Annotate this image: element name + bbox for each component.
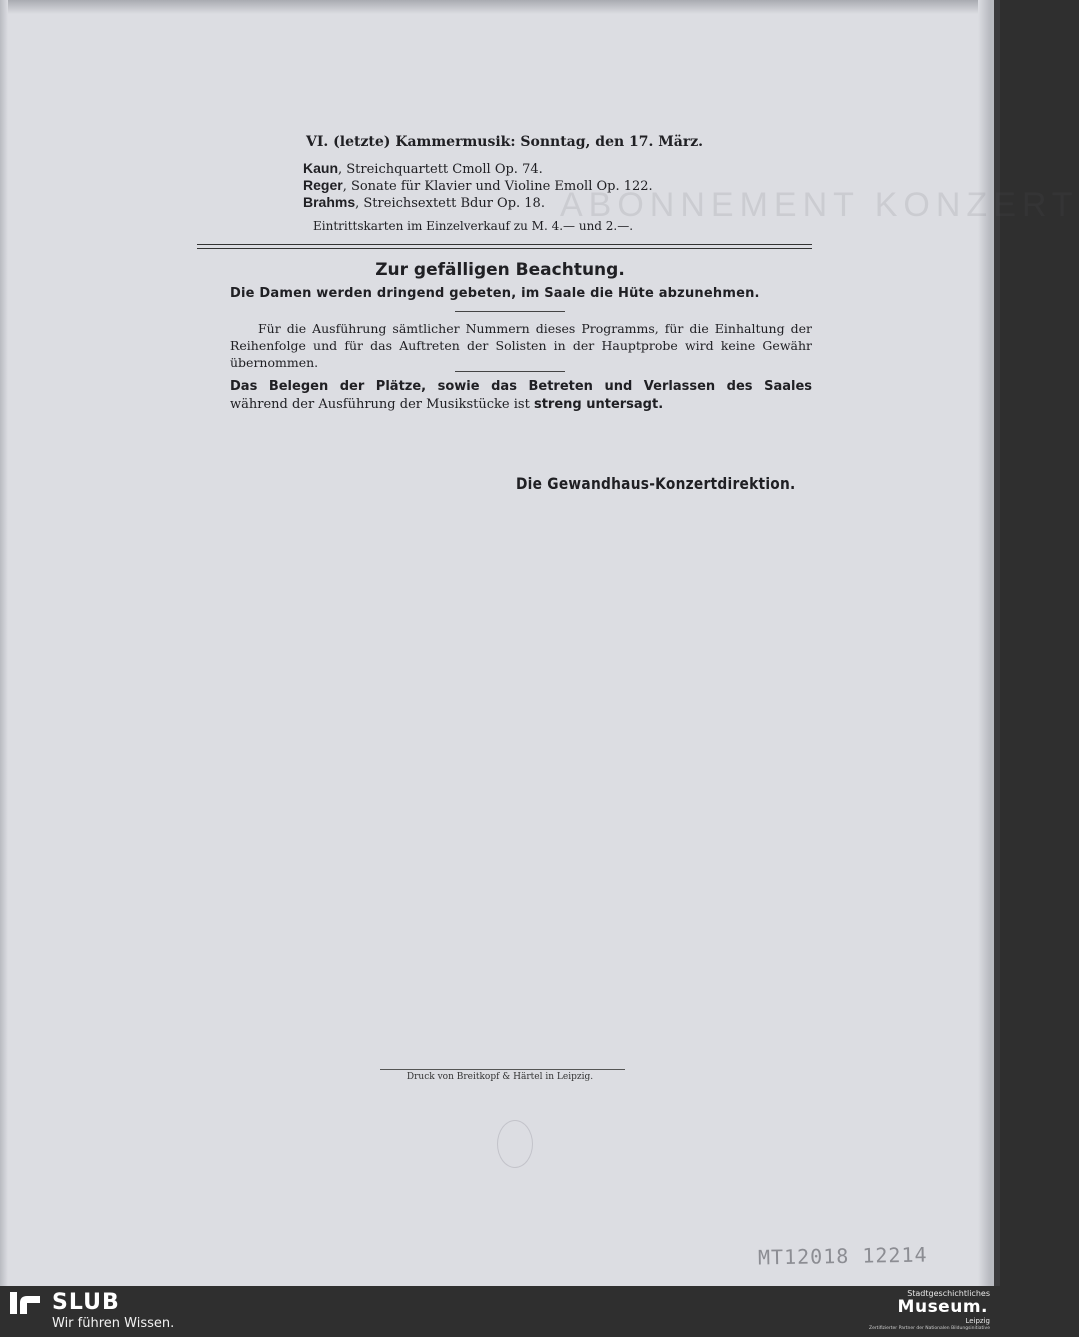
work-title: , Sonate für Klavier und Violine Emoll Op. 122. bbox=[342, 179, 653, 194]
concert-heading-main: Kammermusik: Sonntag, den 17. März. bbox=[395, 134, 704, 150]
signatory: Die Gewandhaus-Konzertdirektion. bbox=[516, 474, 796, 493]
disclaimer-line: übernommen. bbox=[230, 355, 319, 370]
program-item-reger bbox=[303, 177, 653, 194]
program-item-brahms bbox=[303, 194, 545, 211]
seating-line-text: während der Ausführung der Musikstücke ist bbox=[230, 397, 534, 412]
work-title: , Streichquartett Cmoll Op. 74. bbox=[338, 162, 543, 177]
seating-emphasis: streng untersagt. bbox=[533, 397, 664, 412]
seating-line: Das Belegen der Plätze, sowie das Betreten und Verlassen des Saales bbox=[230, 379, 812, 394]
slub-name: SLUB bbox=[52, 1290, 120, 1315]
bleed-through-heading: ABONNEMENT KONZERT bbox=[560, 186, 1079, 224]
disclaimer-line: Reihenfolge und für das Auftreten der Solisten in der Hauptprobe wird keine Gewähr bbox=[230, 338, 812, 353]
museum-kicker: Stadtgeschichtliches bbox=[907, 1289, 990, 1298]
embossed-stamp bbox=[497, 1120, 533, 1168]
divider-rule-top bbox=[197, 244, 812, 245]
handwritten-shelfmark: MT12018 12214 bbox=[757, 1242, 928, 1270]
slub-tagline: Wir führen Wissen. bbox=[52, 1316, 175, 1331]
hats-notice: Die Damen werden dringend gebeten, im Saale die Hüte abzunehmen. bbox=[230, 286, 760, 301]
footer-bar bbox=[0, 1286, 1000, 1337]
composer-name: Kaun bbox=[303, 160, 338, 176]
disclaimer-paragraph bbox=[230, 320, 812, 371]
ticket-prices: Eintrittskarten im Einzelverkauf zu M. 4.— und 2.—. bbox=[313, 219, 634, 233]
program-item-kaun bbox=[303, 160, 543, 177]
divider-rule-bottom bbox=[197, 248, 812, 249]
composer-name: Brahms bbox=[303, 194, 356, 210]
short-divider bbox=[455, 371, 565, 372]
composer-name: Reger bbox=[303, 177, 343, 193]
short-divider bbox=[455, 311, 565, 312]
seating-line bbox=[230, 396, 812, 414]
museum-name: Museum. bbox=[897, 1297, 988, 1317]
printer-rule bbox=[380, 1069, 625, 1070]
work-title: , Streichsextett Bdur Op. 18. bbox=[355, 196, 545, 211]
page-edge-left bbox=[0, 0, 8, 1286]
museum-city: Leipzig bbox=[965, 1317, 990, 1325]
concert-heading-prefix: VI. (letzte) bbox=[306, 134, 391, 150]
disclaimer-line: Für die Ausführung sämtlicher Nummern dieses Programms, für die Einhaltung der bbox=[258, 321, 812, 336]
museum-certification: Zertifizierter Partner der Nationalen Bildungsinitiative bbox=[868, 1326, 990, 1331]
slub-logo-icon bbox=[10, 1292, 40, 1314]
concert-heading bbox=[306, 134, 703, 150]
printer-imprint: Druck von Breitkopf & Härtel in Leipzig. bbox=[406, 1072, 594, 1082]
seating-notice bbox=[230, 378, 812, 414]
notice-title: Zur gefälligen Beachtung. bbox=[375, 260, 625, 280]
page-edge-top bbox=[0, 0, 1000, 14]
